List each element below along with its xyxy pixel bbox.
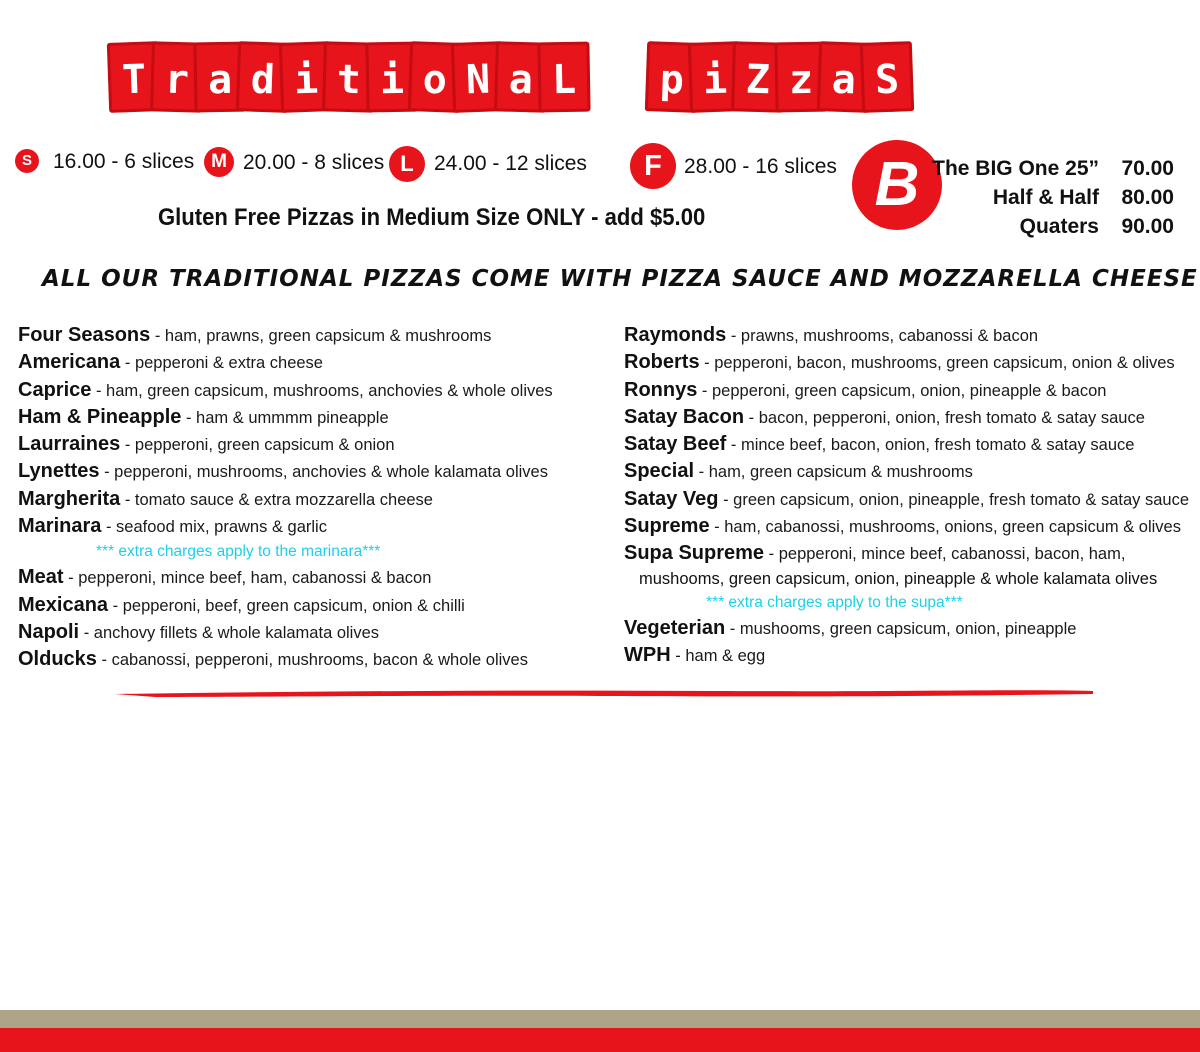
title-letter-tile: p bbox=[645, 41, 699, 113]
menu-item bbox=[18, 377, 608, 404]
menu-item bbox=[624, 377, 1194, 404]
size-badge-m: M bbox=[204, 147, 234, 177]
size-badge-f: F bbox=[630, 143, 676, 189]
pizza-description: - ham, prawns, green capsicum & mushrooms bbox=[150, 327, 492, 345]
title-letter-tile: L bbox=[537, 42, 590, 113]
menu-item bbox=[18, 349, 608, 376]
brush-divider bbox=[115, 688, 1093, 698]
title-letter-tile: i bbox=[279, 41, 333, 113]
pizza-description: - prawns, mushrooms, cabanossi & bacon bbox=[726, 327, 1039, 345]
pizza-name: Satay Veg bbox=[624, 487, 719, 510]
size-price-text: 20.00 - 8 slices bbox=[243, 151, 385, 174]
pizza-description: - mushooms, green capsicum, onion, pineapple bbox=[725, 619, 1077, 638]
title-letter-tile: i bbox=[365, 42, 418, 113]
title-letter-tile: a bbox=[193, 42, 246, 113]
pizza-description: - pepperoni & extra cheese bbox=[120, 354, 323, 373]
menu-item bbox=[624, 404, 1194, 431]
pizza-description: - pepperoni, mushrooms, anchovies & whole kalamata olives bbox=[99, 463, 548, 482]
title-letter-tile: i bbox=[688, 41, 742, 113]
menu-item bbox=[624, 458, 1194, 485]
title-letter-tile: z bbox=[774, 42, 827, 113]
big-size-price: 70.00 bbox=[1121, 157, 1174, 180]
pizza-name: Olducks bbox=[18, 648, 97, 671]
big-size-badge: B bbox=[852, 140, 942, 230]
pizza-description: - pepperoni, green capsicum, onion, pineapple & bacon bbox=[697, 381, 1107, 400]
size-badge-s: S bbox=[15, 149, 39, 173]
pizza-description: - pepperoni, green capsicum & onion bbox=[120, 436, 395, 455]
pizza-description: - cabanossi, pepperoni, mushrooms, bacon & whole olives bbox=[96, 651, 528, 670]
extra-charge-note: *** extra charges apply to the marinara*** bbox=[96, 543, 381, 561]
extra-charge-note: *** extra charges apply to the supa*** bbox=[706, 593, 963, 611]
pizza-description: - ham, cabanossi, mushrooms, onions, green capsicum & olives bbox=[709, 518, 1181, 537]
menu-item bbox=[18, 564, 608, 591]
menu-item bbox=[624, 431, 1194, 458]
menu-item bbox=[624, 642, 1194, 669]
pizza-description-continued: mushooms, green capsicum, onion, pineapple & whole kalamata olives bbox=[639, 569, 1158, 588]
pizza-name: Lynettes bbox=[18, 460, 100, 483]
menu-item bbox=[18, 431, 608, 458]
menu-item bbox=[18, 486, 608, 513]
pizza-name: Vegeterian bbox=[624, 616, 726, 639]
pizza-description: - green capsicum, onion, pineapple, fresh tomato & satay sauce bbox=[718, 490, 1190, 509]
pizza-name: Laurraines bbox=[18, 433, 121, 456]
pizza-name: Satay Bacon bbox=[624, 405, 745, 428]
pizza-description: - mince beef, bacon, onion, fresh tomato & satay sauce bbox=[726, 436, 1135, 455]
menu-subtitle: ALL OUR TRADITIONAL PIZZAS COME WITH PIZZA SAUCE AND MOZZARELLA CHEESE bbox=[42, 266, 1198, 292]
pizza-name: Meat bbox=[18, 566, 64, 589]
big-size-price: 80.00 bbox=[1121, 186, 1174, 209]
pizza-name: Napoli bbox=[18, 620, 80, 643]
menu-column-left bbox=[18, 322, 608, 674]
title-letter-tile: T bbox=[107, 41, 161, 113]
big-size-label: Quaters bbox=[1019, 215, 1099, 238]
menu-item bbox=[624, 615, 1194, 642]
pizza-description: - pepperoni, beef, green capsicum, onion & chilli bbox=[108, 596, 465, 615]
title-letter-tile: a bbox=[494, 41, 548, 112]
menu-item bbox=[624, 540, 1194, 567]
size-price-text: 16.00 - 6 slices bbox=[53, 150, 195, 173]
pizza-description: - ham & ummmm pineapple bbox=[181, 408, 389, 427]
pizza-name: Special bbox=[624, 460, 695, 483]
menu-item bbox=[18, 592, 608, 619]
menu-item bbox=[624, 513, 1194, 540]
title-letter-tile: d bbox=[236, 41, 290, 113]
pizza-description: - pepperoni, mince beef, cabanossi, bacon, ham, bbox=[764, 545, 1126, 564]
size-badge-l: L bbox=[389, 146, 425, 182]
size-price-text: 24.00 - 12 slices bbox=[434, 152, 587, 175]
title-letter-tile: S bbox=[860, 41, 914, 113]
pizza-description: - ham, green capsicum, mushrooms, anchovies & whole olives bbox=[91, 381, 553, 400]
menu-column-right bbox=[624, 322, 1194, 669]
menu-item bbox=[18, 458, 608, 485]
title-letter-tile: a bbox=[817, 41, 871, 113]
big-size-label: Half & Half bbox=[992, 186, 1099, 209]
menu-item bbox=[18, 619, 608, 646]
pizza-description: - pepperoni, bacon, mushrooms, green capsicum, onion & olives bbox=[699, 354, 1175, 373]
menu-item bbox=[18, 322, 608, 349]
menu-item bbox=[18, 646, 608, 673]
title-letter-tile: t bbox=[322, 41, 376, 112]
pizza-description: - bacon, pepperoni, onion, fresh tomato & satay sauce bbox=[744, 408, 1145, 427]
footer-band-red bbox=[0, 1028, 1200, 1052]
pizza-name: Caprice bbox=[18, 378, 92, 401]
pizza-description: - ham & egg bbox=[670, 646, 766, 665]
title-letter-tile: o bbox=[408, 41, 462, 113]
pizza-name: Ronnys bbox=[624, 378, 698, 401]
title-letter-tile: r bbox=[150, 41, 204, 112]
pizza-description: - pepperoni, mince beef, ham, cabanossi & bacon bbox=[63, 569, 432, 588]
pizza-name: Roberts bbox=[624, 351, 700, 374]
big-size-price: 90.00 bbox=[1121, 215, 1174, 238]
pizza-name: Satay Beef bbox=[624, 433, 727, 456]
size-price-text: 28.00 - 16 slices bbox=[684, 155, 837, 178]
pizza-name: Supa Supreme bbox=[624, 542, 765, 565]
pizza-name: Four Seasons bbox=[18, 324, 151, 346]
menu-item bbox=[624, 486, 1194, 513]
pizza-description: - tomato sauce & extra mozzarella cheese bbox=[120, 490, 433, 509]
title-letter-tile: N bbox=[451, 41, 505, 113]
pizza-description: - anchovy fillets & whole kalamata olives bbox=[79, 623, 380, 642]
pizza-name: Ham & Pineapple bbox=[18, 405, 182, 428]
pizza-name: Marinara bbox=[18, 515, 102, 538]
gluten-free-note: Gluten Free Pizzas in Medium Size ONLY - add $5.00 bbox=[158, 204, 706, 231]
title-letter-tile: Z bbox=[731, 41, 785, 112]
pizza-name: Supreme bbox=[624, 515, 710, 538]
menu-item bbox=[18, 404, 608, 431]
pizza-description: - ham, green capsicum & mushrooms bbox=[694, 463, 973, 482]
pizza-name: Americana bbox=[18, 351, 121, 374]
footer-band-tan bbox=[0, 1010, 1200, 1028]
pizza-name: Mexicana bbox=[18, 593, 109, 616]
menu-item bbox=[624, 322, 1194, 349]
pizza-name: Raymonds bbox=[624, 324, 727, 346]
pizza-name: WPH bbox=[624, 643, 671, 666]
pizza-description: - seafood mix, prawns & garlic bbox=[101, 518, 327, 537]
menu-item bbox=[18, 513, 608, 540]
big-size-label: The BIG One 25” bbox=[932, 157, 1099, 180]
pizza-name: Margherita bbox=[18, 487, 121, 510]
menu-item bbox=[624, 349, 1194, 376]
